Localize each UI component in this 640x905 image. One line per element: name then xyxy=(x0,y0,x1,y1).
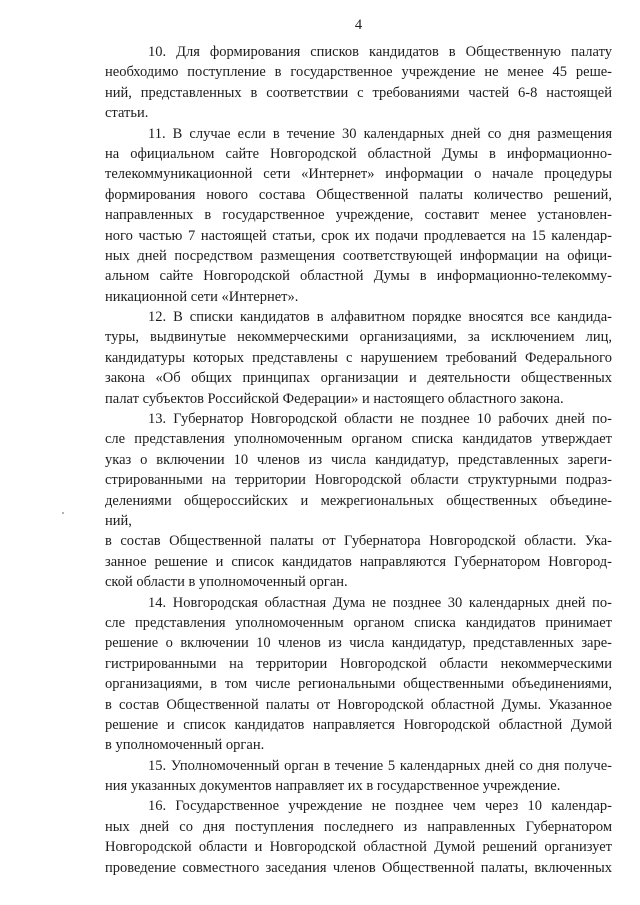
paragraph-14 xyxy=(105,593,612,756)
text-line: ской области в уполномоченный орган. xyxy=(105,574,348,591)
paragraph-11 xyxy=(105,124,612,308)
text-line: на официальном сайте Новгородской областной Думы в информационно- xyxy=(105,145,612,162)
text-line: 16. Государственное учреждение не позднее чем через 10 календар- xyxy=(148,798,612,815)
text-line: занное решение и список кандидатов направляются Губернатором Новгород- xyxy=(105,553,612,570)
text-line: в состав Общественной палаты от Новгородской областной Думы. Указанное xyxy=(105,696,612,713)
paragraph-13 xyxy=(105,409,612,593)
text-line: делениями общероссийских и межрегиональных общественных объедине- xyxy=(105,492,612,509)
text-line: ния указанных документов направляет их в государственное учреждение. xyxy=(105,778,561,795)
text-line: ного частью 7 настоящей статьи, срок их подачи продлевается на 15 календар- xyxy=(105,227,612,244)
text-line: гистрированными на территории Новгородской области некоммерческими xyxy=(105,655,612,672)
text-line: туры, выдвинутые некоммерческими организациями, за исключением лиц, xyxy=(105,329,612,346)
text-line: указ о включении 10 членов из числа кандидатур, представленных зареги- xyxy=(105,451,612,468)
paragraph-10 xyxy=(105,42,612,124)
text-line: 11. В случае если в течение 30 календарных дней со дня размещения xyxy=(148,125,612,142)
text-line: проведение совместного заседания членов Общественной палаты, включенных xyxy=(105,859,612,876)
paragraph-16 xyxy=(105,796,612,878)
text-line: никационной сети «Интернет». xyxy=(105,288,299,305)
text-line: ных дней посредством размещения соответствующей информации на офици- xyxy=(105,247,612,264)
text-line: организациями, в том числе региональными общественными объединениями, xyxy=(105,676,612,693)
paragraph-12 xyxy=(105,307,612,409)
text-line: необходимо поступление в государственное учреждение не менее 45 реше- xyxy=(105,64,612,81)
text-line: 10. Для формирования списков кандидатов в Общественную палату xyxy=(148,44,612,60)
text-line: закона «Об общих принципах организации и деятельности общественных xyxy=(105,370,612,387)
text-line: формирования нового состава Общественной палаты количество решений, xyxy=(105,186,612,203)
text-line: 12. В списки кандидатов в алфавитном порядке вносятся все кандида- xyxy=(148,309,612,326)
text-line: в состав Общественной палаты от Губернатора Новгородской области. Ука- xyxy=(105,533,612,550)
text-line: кандидатуры которых представлены с нарушением требований Федерального xyxy=(105,349,612,366)
text-line: Новгородской области и Новгородской областной Думой решений организует xyxy=(105,839,612,856)
text-line: решение о включении 10 членов из числа кандидатур, представленных заре- xyxy=(105,635,612,652)
text-line: альном сайте Новгородской областной Думы в информационно-телекомму- xyxy=(105,268,612,285)
scan-speck xyxy=(62,512,64,514)
text-line: телекоммуникационной сети «Интернет» информации о начале процедуры xyxy=(105,166,612,183)
document-body xyxy=(105,42,612,878)
text-line: палат субъектов Российской Федерации» и настоящего областного закона. xyxy=(105,390,564,407)
text-line: в уполномоченный орган. xyxy=(105,737,265,754)
page-number: 4 xyxy=(354,17,363,33)
text-line: ний, представленных в соответствии с требованиями частей 6-8 настоящей xyxy=(105,84,612,101)
text-line: стрированными на территории Новгородской области структурными подраз- xyxy=(105,472,612,489)
text-line: сле представления уполномоченным органом списка кандидатов утверждает xyxy=(105,431,612,448)
paragraph-15 xyxy=(105,756,612,797)
text-line: 14. Новгородская областная Дума не позднее 30 календарных дней по- xyxy=(148,594,612,611)
text-line: решение и список кандидатов направляется Новгородской областной Думой xyxy=(105,716,612,733)
text-line: статьи. xyxy=(105,105,149,122)
text-line: сле представления уполномоченным органом списка кандидатов принимает xyxy=(105,614,612,631)
text-line: ных дней со дня поступления последнего из направленных Губернатором xyxy=(105,818,612,835)
text-line: ний, xyxy=(105,512,132,529)
text-line: направленных в государственное учреждение, составит менее установлен- xyxy=(105,207,612,224)
text-line: 13. Губернатор Новгородской области не позднее 10 рабочих дней по- xyxy=(148,411,612,428)
text-line: 15. Уполномоченный орган в течение 5 календарных дней со дня получе- xyxy=(148,757,612,774)
